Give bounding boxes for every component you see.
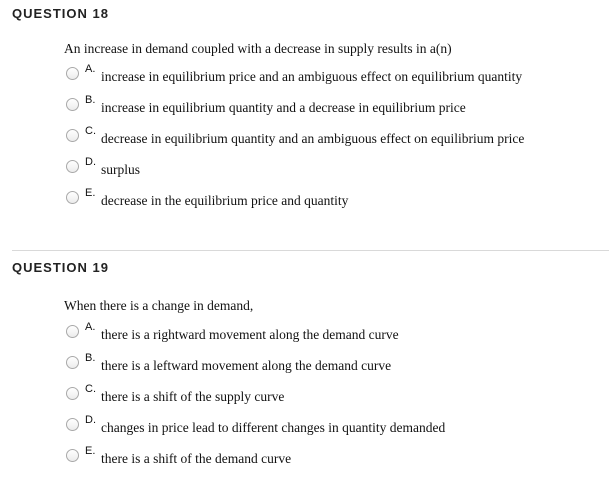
option-letter: C. <box>85 125 96 137</box>
option-text: surplus <box>101 162 141 177</box>
radio-button[interactable] <box>66 191 79 204</box>
option-text: decrease in equilibrium quantity and an ambiguous effect on equilibrium price <box>101 131 525 146</box>
question-19 <box>0 254 609 501</box>
question-18 <box>0 0 609 245</box>
option-text: decrease in the equilibrium price and quantity <box>101 193 349 208</box>
radio-button[interactable] <box>66 356 79 369</box>
option-letter: D. <box>85 414 96 426</box>
radio-button[interactable] <box>66 418 79 431</box>
option-letter: B. <box>85 352 96 364</box>
option-text: there is a shift of the supply curve <box>101 389 285 404</box>
question-text: When there is a change in demand, <box>64 298 254 313</box>
question-title: QUESTION 19 <box>12 260 109 275</box>
option-text: there is a shift of the demand curve <box>101 451 292 466</box>
option-text: changes in price lead to different changes in quantity demanded <box>101 420 446 435</box>
question-divider <box>12 250 609 251</box>
radio-button[interactable] <box>66 67 79 80</box>
radio-button[interactable] <box>66 98 79 111</box>
option-letter: A. <box>85 321 96 333</box>
option-text: increase in equilibrium price and an ambiguous effect on equilibrium quantity <box>101 69 523 84</box>
option-text: there is a rightward movement along the demand curve <box>101 327 399 342</box>
option-letter: A. <box>85 63 96 75</box>
question-text: An increase in demand coupled with a decrease in supply results in a(n) <box>64 41 452 56</box>
option-letter: C. <box>85 383 96 395</box>
option-letter: E. <box>85 187 96 199</box>
question-title: QUESTION 18 <box>12 6 109 21</box>
radio-button[interactable] <box>66 325 79 338</box>
radio-button[interactable] <box>66 449 79 462</box>
radio-button[interactable] <box>66 160 79 173</box>
option-letter: E. <box>85 445 96 457</box>
option-text: increase in equilibrium quantity and a decrease in equilibrium price <box>101 100 466 115</box>
option-letter: B. <box>85 94 96 106</box>
option-letter: D. <box>85 156 96 168</box>
option-text: there is a leftward movement along the demand curve <box>101 358 392 373</box>
radio-button[interactable] <box>66 129 79 142</box>
radio-button[interactable] <box>66 387 79 400</box>
